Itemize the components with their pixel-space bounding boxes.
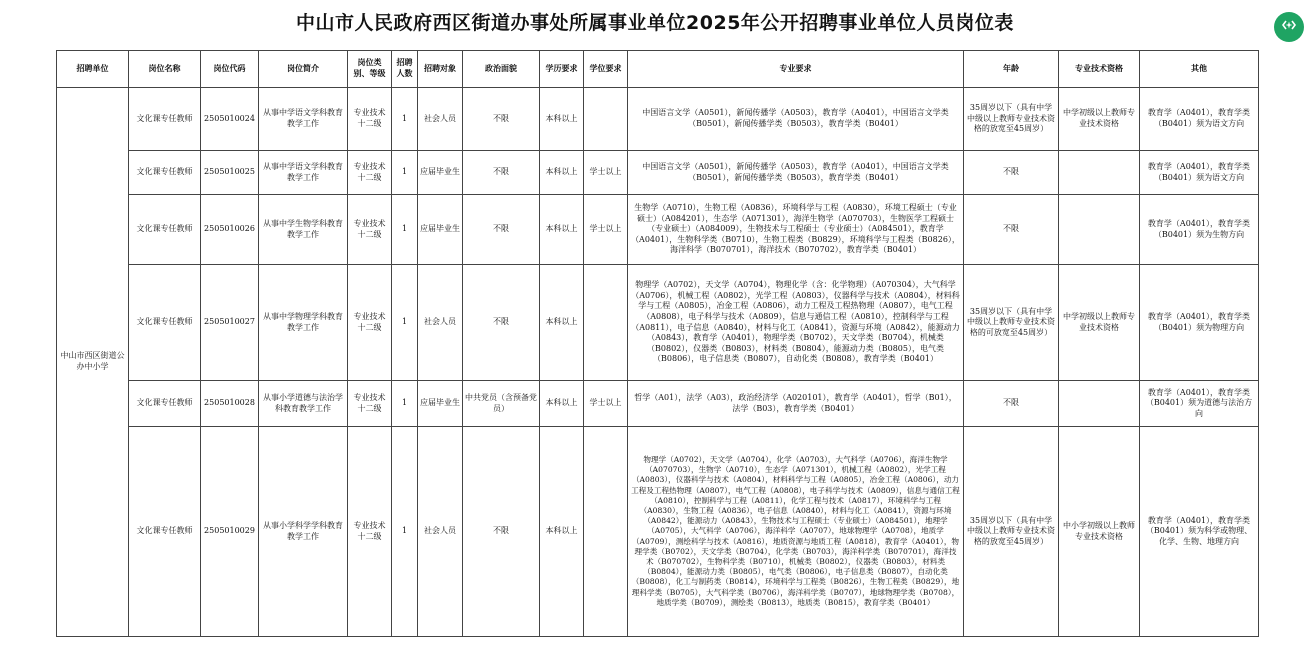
position-name: 文化课专任教师 bbox=[129, 195, 201, 265]
age-req: 35周岁以下（具有中学中级以上教师专业技术资格的放宽至45周岁） bbox=[964, 88, 1059, 151]
table-row bbox=[57, 151, 1259, 195]
recruit-target: 社会人员 bbox=[418, 88, 463, 151]
position-name: 文化课专任教师 bbox=[129, 151, 201, 195]
degree-req: 学士以上 bbox=[584, 195, 628, 265]
age-req: 不限 bbox=[964, 151, 1059, 195]
table-row bbox=[57, 88, 1259, 151]
qualification-req bbox=[1059, 151, 1140, 195]
degree-req bbox=[584, 427, 628, 637]
political-status: 不限 bbox=[463, 88, 540, 151]
other-req: 教育学（A0401），教育学类（B0401）须为语文方向 bbox=[1140, 88, 1259, 151]
qualification-req: 中小学初级以上教师专业技术资格 bbox=[1059, 427, 1140, 637]
political-status: 不限 bbox=[463, 195, 540, 265]
qualification-req bbox=[1059, 195, 1140, 265]
political-status: 中共党员（含预备党员） bbox=[463, 381, 540, 427]
other-req: 教育学（A0401），教育学类（B0401）须为物理方向 bbox=[1140, 265, 1259, 381]
header-age: 年龄 bbox=[964, 51, 1059, 88]
recruit-count: 1 bbox=[392, 151, 418, 195]
position-code: 2505010025 bbox=[201, 151, 259, 195]
header-category: 岗位类别、等级 bbox=[348, 51, 392, 88]
education-req: 本科以上 bbox=[540, 151, 584, 195]
degree-req: 学士以上 bbox=[584, 381, 628, 427]
other-req: 教育学（A0401），教育学类（B0401）须为道德与法治方向 bbox=[1140, 381, 1259, 427]
positions-table bbox=[56, 50, 1259, 637]
recruit-count: 1 bbox=[392, 88, 418, 151]
degree-req bbox=[584, 265, 628, 381]
recruit-target: 社会人员 bbox=[418, 427, 463, 637]
position-name: 文化课专任教师 bbox=[129, 381, 201, 427]
position-category: 专业技术十二级 bbox=[348, 381, 392, 427]
header-position-intro: 岗位简介 bbox=[259, 51, 348, 88]
position-name: 文化课专任教师 bbox=[129, 427, 201, 637]
header-position-code: 岗位代码 bbox=[201, 51, 259, 88]
qualification-req: 中学初级以上教师专业技术资格 bbox=[1059, 265, 1140, 381]
position-code: 2505010027 bbox=[201, 265, 259, 381]
major-req: 哲学（A01），法学（A03），政治经济学（A020101），教育学（A0401），哲学（B01），法学（B03），教育学类（B0401） bbox=[628, 381, 964, 427]
position-code: 2505010028 bbox=[201, 381, 259, 427]
position-category: 专业技术十二级 bbox=[348, 265, 392, 381]
age-req: 不限 bbox=[964, 381, 1059, 427]
position-name: 文化课专任教师 bbox=[129, 88, 201, 151]
major-req: 物理学（A0702），天文学（A0704），化学（A0703），大气科学（A0706），海洋生物学（A070703），生物学（A0710），生态学（A071301），机械工程（A0802），光学工程（A0803），仪器科学与技术（A0804），材料科学与工程（A0805），冶金工程（A0806），动力工程及工程热物理（A0807），电气工程（A0808），电子科学与技术（A0809），信息与通信工程（A0810），控制科学与工程（A0811），化学工程与技术（A0817），环境科学与工程（A0830），生物工程（A0836），电子信息（A0840），材料与化工（A0841），资源与环境（A0842），能源动力（A0843），生物技术与工程硕士（专业硕士）（A084501），地理学（A0705），大气科学（A0706），海洋科学（A0707），地球物理学（A0708），地质学（A0709），测绘科学与技术（A0816），地质资源与地质工程（A0818），教育学（A0401），物理学类（B0702），天文学类（B0704），化学类（B0703），海洋科学类（B070701），海洋技术（B070702），生物科学类（B0710），机械类（B0802），仪器类（B0803），材料类（B0804），能源动力类（B0805），电气类（B0806），电子信息类（B0807），自动化类（B0808），化工与制药类（B0814），环境科学与工程类（B0826），生物工程类（B0829），地理科学类（B0705），大气科学类（B0706），海洋科学类（B0707），地球物理学类（B0708），地质学类（B0709），测绘类（B0813），地质类（B0815），教育学类（B0401） bbox=[628, 427, 964, 637]
political-status: 不限 bbox=[463, 427, 540, 637]
header-target: 招聘对象 bbox=[418, 51, 463, 88]
table-row bbox=[57, 195, 1259, 265]
header-education: 学历要求 bbox=[540, 51, 584, 88]
position-category: 专业技术十二级 bbox=[348, 88, 392, 151]
education-req: 本科以上 bbox=[540, 265, 584, 381]
position-intro: 从事中学语文学科教育教学工作 bbox=[259, 88, 348, 151]
political-status: 不限 bbox=[463, 151, 540, 195]
position-code: 2505010026 bbox=[201, 195, 259, 265]
education-req: 本科以上 bbox=[540, 88, 584, 151]
major-req: 生物学（A0710），生物工程（A0836），环境科学与工程（A0830），环境工程硕士（专业硕士）（A084201），生态学（A071301），海洋生物学（A070703），生物医学工程硕士（专业硕士）（A084009），生物技术与工程硕士（专业硕士）（A084501），教育学（A0401），生物科学类（B0710），生物工程类（B0829），环境科学与工程类（B0826），海洋科学（B070701），海洋技术（B070702），教育学类（B0401） bbox=[628, 195, 964, 265]
age-req: 35周岁以下（具有中学中级以上教师专业技术资格的可放宽至45周岁） bbox=[964, 265, 1059, 381]
header-qualification: 专业技术资格 bbox=[1059, 51, 1140, 88]
position-intro: 从事小学道德与法治学科教育教学工作 bbox=[259, 381, 348, 427]
header-position-name: 岗位名称 bbox=[129, 51, 201, 88]
position-intro: 从事中学语文学科教育教学工作 bbox=[259, 151, 348, 195]
recruit-count: 1 bbox=[392, 195, 418, 265]
recruit-count: 1 bbox=[392, 265, 418, 381]
ai-assistant-icon bbox=[1281, 17, 1297, 37]
position-category: 专业技术十二级 bbox=[348, 195, 392, 265]
political-status: 不限 bbox=[463, 265, 540, 381]
qualification-req bbox=[1059, 381, 1140, 427]
table-header-row bbox=[57, 51, 1259, 88]
position-intro: 从事中学生物学科教育教学工作 bbox=[259, 195, 348, 265]
recruit-target: 应届毕业生 bbox=[418, 151, 463, 195]
recruit-count: 1 bbox=[392, 427, 418, 637]
major-req: 中国语言文学（A0501），新闻传播学（A0503），教育学（A0401），中国语言文学类（B0501），新闻传播学类（B0503），教育学类（B0401） bbox=[628, 151, 964, 195]
position-category: 专业技术十二级 bbox=[348, 427, 392, 637]
position-code: 2505010029 bbox=[201, 427, 259, 637]
position-category: 专业技术十二级 bbox=[348, 151, 392, 195]
recruiting-unit: 中山市西区街道公办中小学 bbox=[57, 88, 129, 637]
qualification-req: 中学初级以上教师专业技术资格 bbox=[1059, 88, 1140, 151]
education-req: 本科以上 bbox=[540, 195, 584, 265]
major-req: 中国语言文学（A0501），新闻传播学（A0503），教育学（A0401），中国语言文学类（B0501），新闻传播学类（B0503），教育学类（B0401） bbox=[628, 88, 964, 151]
header-politics: 政治面貌 bbox=[463, 51, 540, 88]
table-row bbox=[57, 381, 1259, 427]
table-row bbox=[57, 265, 1259, 381]
education-req: 本科以上 bbox=[540, 427, 584, 637]
other-req: 教育学（A0401），教育学类（B0401）须为生物方向 bbox=[1140, 195, 1259, 265]
header-major: 专业要求 bbox=[628, 51, 964, 88]
other-req: 教育学（A0401），教育学类（B0401）须为科学或物理、化学、生物、地理方向 bbox=[1140, 427, 1259, 637]
header-degree: 学位要求 bbox=[584, 51, 628, 88]
table-row bbox=[57, 427, 1259, 637]
position-code: 2505010024 bbox=[201, 88, 259, 151]
ai-assistant-button[interactable] bbox=[1274, 12, 1304, 42]
position-name: 文化课专任教师 bbox=[129, 265, 201, 381]
recruit-target: 社会人员 bbox=[418, 265, 463, 381]
recruit-count: 1 bbox=[392, 381, 418, 427]
age-req: 35周岁以下（具有中学中级以上教师专业技术资格的放宽至45周岁） bbox=[964, 427, 1059, 637]
education-req: 本科以上 bbox=[540, 381, 584, 427]
other-req: 教育学（A0401），教育学类（B0401）须为语文方向 bbox=[1140, 151, 1259, 195]
age-req: 不限 bbox=[964, 195, 1059, 265]
header-count: 招聘人数 bbox=[392, 51, 418, 88]
header-unit: 招聘单位 bbox=[57, 51, 129, 88]
major-req: 物理学（A0702），天文学（A0704），物理化学（含：化学物理）（A070304），大气科学（A0706），机械工程（A0802），光学工程（A0803），仪器科学与技术（A0804），材料科学与工程（A0805），冶金工程（A0806），动力工程及工程热物理（A0807），电气工程（A0808），电子科学与技术（A0809），信息与通信工程（A0810），控制科学与工程（A0811），电子信息（A0840），材料与化工（A0841），资源与环境（A0842），能源动力（A0843），教育学（A0401），物理学类（B0702），天文学类（B0704），机械类（B0802），仪器类（B0803），材料类（B0804），能源动力类（B0805），电气类（B0806），电子信息类（B0807），自动化类（B0808），教育学类（B0401） bbox=[628, 265, 964, 381]
degree-req: 学士以上 bbox=[584, 151, 628, 195]
degree-req bbox=[584, 88, 628, 151]
recruit-target: 应届毕业生 bbox=[418, 195, 463, 265]
position-intro: 从事中学物理学科教育教学工作 bbox=[259, 265, 348, 381]
header-other: 其他 bbox=[1140, 51, 1259, 88]
page-title: 中山市人民政府西区街道办事处所属事业单位2025年公开招聘事业单位人员岗位表 bbox=[296, 12, 1014, 34]
recruit-target: 应届毕业生 bbox=[418, 381, 463, 427]
position-intro: 从事小学科学学科教育教学工作 bbox=[259, 427, 348, 637]
